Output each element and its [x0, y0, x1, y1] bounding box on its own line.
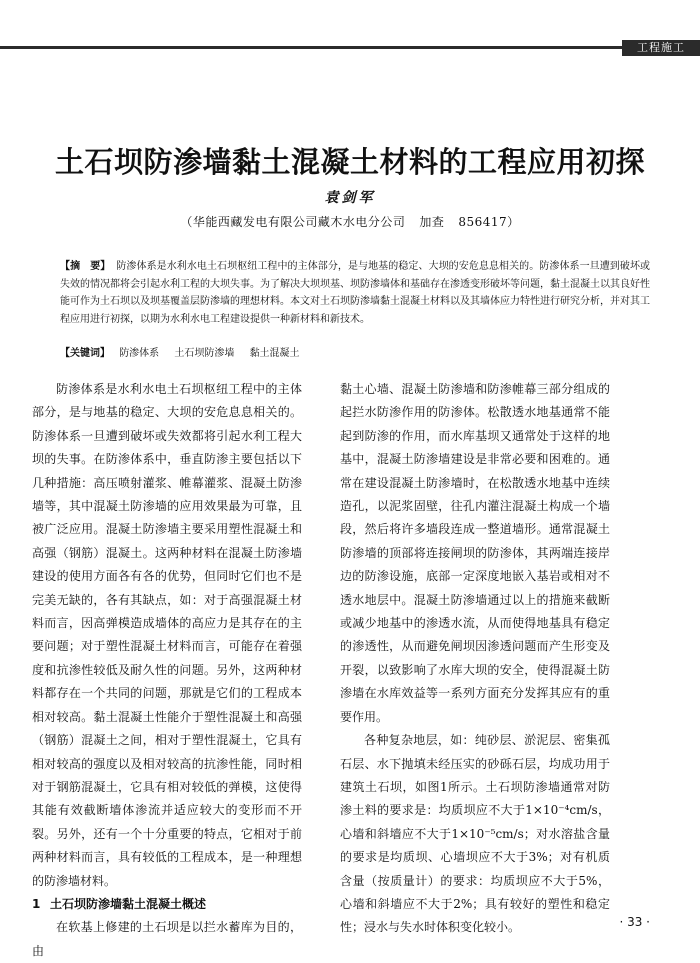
affiliation: [0, 213, 700, 230]
section-heading: [32, 893, 302, 916]
section-number: 1: [32, 896, 41, 911]
keyword-item: 防渗体系: [119, 348, 160, 359]
affiliation-org: （华能西藏发电有限公司藏木水电分公司: [180, 215, 406, 229]
body-paragraph: 防渗体系是水利水电土石坝枢纽工程中的主体部分，是与地基的稳定、大坝的安危息息相关的。防渗体系一旦遭到破坏或失效都将引起水利工程大坝的失事。在防渗体系中，垂直防渗主要包括以下几种措施：高压喷射灌浆、帷幕灌浆、混凝土防渗墙等，其中混凝土防渗墙的应用效果最为可靠，且被广泛应用。混凝土防渗墙主要采用塑性混凝土和高强（钢筋）混凝土。这两种材料在混凝土防渗墙建设的使用方面各有各的优势，但同时它们也不是完美无缺的，各有其缺点，如：对于高强混凝土材料而言，因高弹模造成墙体的高应力是其存在的主要问题；对于塑性混凝土材料而言，可能存在着强度和抗渗性较低及耐久性的问题。另外，这两种材料都存在一个共同的问题，那就是它们的工程成本相对较高。黏土混凝土性能介于塑性混凝土和高强（钢筋）混凝土之间，相对于塑性混凝土，它具有相对较高的强度以及相对较高的抗渗性能，同时相对于钢筋混凝土，它具有相对较低的弹模，这使得其能有效截断墙体渗流并适应较大的变形而不开裂。另外，还有一个十分重要的特点，它相对于前两种材料而言，具有较低的工程成本，是一种理想的防渗墙材料。: [32, 382, 302, 888]
section-label: 工程施工: [622, 40, 700, 56]
header-rule: [0, 46, 700, 49]
abstract: [60, 258, 650, 328]
body-paragraph: 在软基上修建的土石坝是以拦水蓄库为目的，由: [32, 920, 302, 958]
page-number: · 33 ·: [619, 915, 650, 929]
keyword-item: 土石坝防渗墙: [174, 348, 235, 359]
body-column-right: [340, 378, 610, 940]
body-column-left: [32, 378, 302, 963]
body-paragraph: 各种复杂地层，如：纯砂层、淤泥层、密集孤石层、水下抛填未经压实的砂砾石层，均成功用于建筑土石坝，如图1所示。土石坝防渗墙通常对防渗土料的要求是：均质坝应不大于1×10⁻⁴cm/s，心墙和斜墙应不大于1×10⁻⁵cm/s；对水溶盐含量的要求是均质坝、心墙坝应不大于3%；对有机质含量（按质量计）的要求：均质坝应不大于5%，心墙和斜墙应不大于2%；具有较好的塑性和稳定性；浸水与失水时体积变化较小。: [340, 733, 610, 935]
body-paragraph: 黏土心墙、混凝土防渗墙和防渗帷幕三部分组成的起拦水防渗作用的防渗体。松散透水地基通常不能起到防渗的作用，而水库基坝又通常处于这样的地基中，混凝土防渗墙建设是非常必要和困难的。通常在建设混凝土防渗墙时，在松散透水地基中连续造孔，以泥浆固壁，往孔内灌注混凝土构成一个墙段，然后将许多墙段连成一整道墙形。通常混凝土防渗墙的顶部将连接闸坝的防渗体，其两端连接岸边的防渗设施，底部一定深度地嵌入基岩或相对不透水地层中。混凝土防渗墙通过以上的措施来截断或减少地基中的渗透水流，从而使得地基具有稳定的渗透性，从而避免闸坝因渗透问题而产生形变及开裂，以致影响了水库大坝的安全，使得混凝土防渗墙在水库效益等一系列方面充分发挥其应有的重要作用。: [340, 382, 610, 724]
author-name: 袁剑军: [324, 190, 376, 206]
abstract-text: 防渗体系是水利水电土石坝枢纽工程中的主体部分，是与地基的稳定、大坝的安危息息相关的。防渗体系一旦遭到破坏或失效的情况都将会引起水利工程的大坝失事。为了解决大坝坝基、坝防渗墙体和基础存在渗透变形破坏等问题，黏土混凝土以其良好性能可作为土石坝以及坝基覆盖层防渗墙的理想材料。本文对土石坝防渗墙黏土混凝土材料以及其墙体应力特性进行研究分析，并对其工程应用进行初探，以期为水利水电工程建设提供一种新材料和新技术。: [60, 261, 651, 325]
affiliation-city: 加查: [419, 215, 445, 229]
section-title: 土石坝防渗墙黏土混凝土概述: [50, 896, 207, 911]
keyword-item: 黏土混凝土: [249, 348, 300, 359]
keywords: [60, 345, 650, 362]
affiliation-postcode: 856417）: [458, 215, 520, 229]
keywords-label: 【关键词】: [60, 348, 110, 359]
article-title: 土石坝防渗墙黏土混凝土材料的工程应用初探: [54, 145, 645, 179]
abstract-label: 【摘 要】: [60, 261, 111, 272]
